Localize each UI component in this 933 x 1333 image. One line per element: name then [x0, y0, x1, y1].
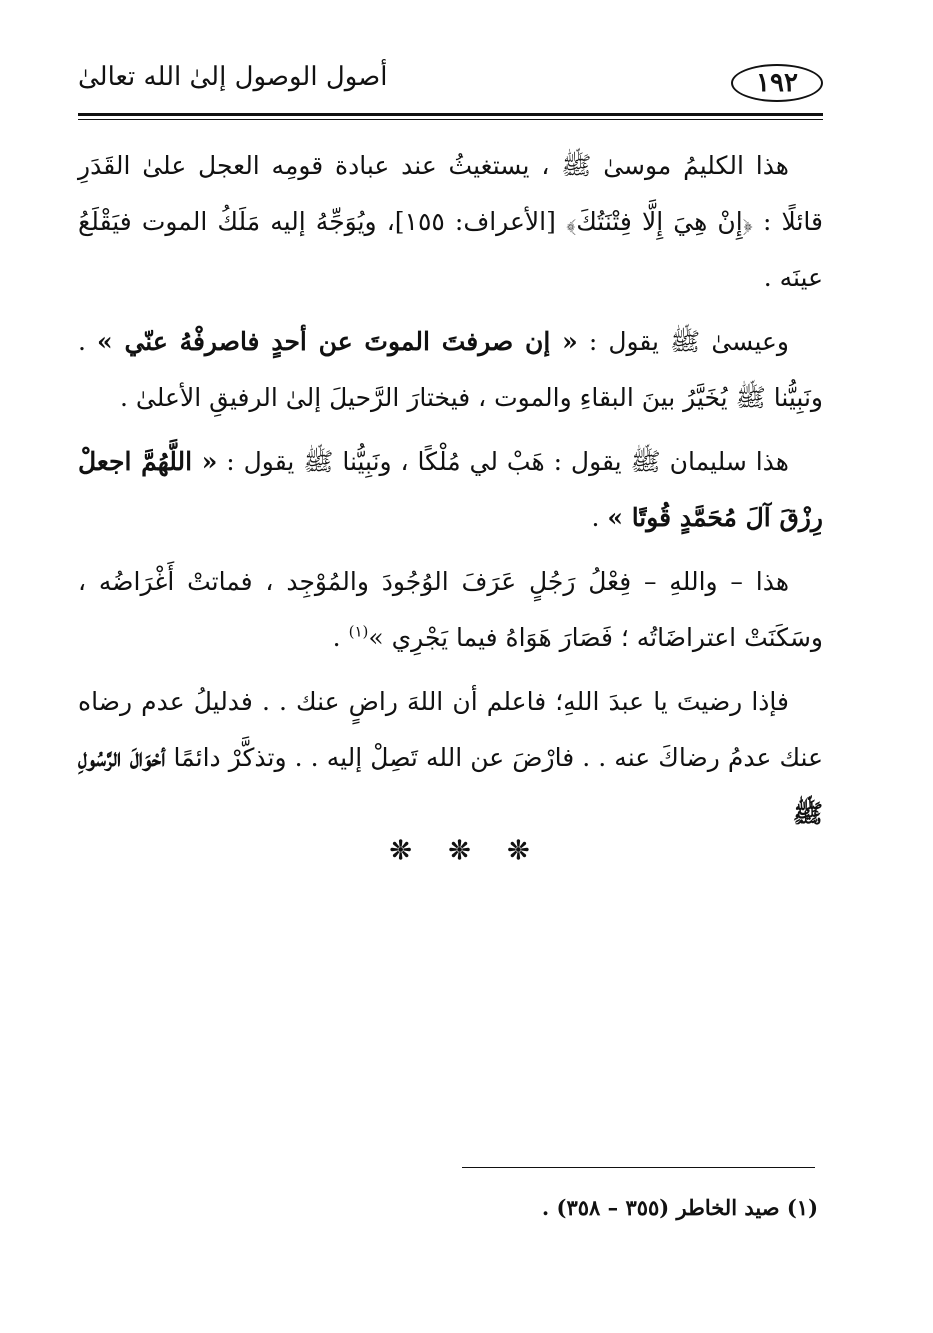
- page-header: [78, 50, 823, 110]
- body-text: [78, 138, 823, 850]
- paragraph-2-lead: وعيسىٰ ﷺ يقول :: [577, 327, 789, 356]
- paragraph-1-text: هذا الكليمُ موسىٰ ﷺ ، يستغيثُ عند عبادة قومِه العجل علىٰ القَدَرِ قائلًا : ﴿إِنْ هِيَ إِلَّا فِتْنَتُكَ﴾ [الأعراف: ١٥٥]، ويُوَجِّهُ إليه مَلَكُ الموت فيَقْلَعُ عينَه .: [78, 151, 823, 292]
- section-separator: ❊ ❊ ❊: [389, 836, 544, 866]
- paragraph-3-quote: « اللَّهُمَّ اجعلْ رِزْقَ آلَ مُحَمَّدٍ قُوتًا »: [78, 447, 823, 532]
- header-rule-thick: [78, 113, 823, 116]
- paragraph-2-rest: . ونَبِيُّنا ﷺ يُخَيَّرُ بينَ البقاءِ والموت ، فيختارَ الرَّحيلَ إلىٰ الرفيقِ الأعلىٰ .: [78, 327, 823, 412]
- page-number: ١٩٢: [756, 68, 798, 98]
- paragraph-1: [78, 138, 823, 306]
- paragraph-2-quote: « إن صرفتَ الموتَ عن أحدٍ فاصرفْهُ عنّي »: [97, 327, 578, 356]
- page-number-badge: [731, 64, 823, 102]
- paragraph-3-lead: هذا سليمان ﷺ يقول : هَبْ لي مُلْكًا ، ونَبِيُّنا ﷺ يقول :: [217, 447, 789, 476]
- paragraph-5: [78, 674, 823, 842]
- header-rule-thin: [78, 119, 823, 120]
- paragraph-2: [78, 314, 823, 426]
- paragraph-4-rest: .: [332, 623, 349, 652]
- paragraph-4-text: هذا – واللهِ – فِعْلُ رَجُلٍ عَرَفَ الوُجُودَ والمُوْجِد ، فماتتْ أَغْرَاضُه ، وسَكَنَتْ اعتراضَاتُه ؛ فَصَارَ هَوَاهُ فيما يَجْرِي »: [78, 567, 823, 652]
- footnote-marker: (١): [348, 622, 369, 641]
- paragraph-3-rest: .: [591, 503, 608, 532]
- paragraph-5-emphasis: أحْوَالَ الرَّسُولِ ﷺ: [78, 743, 823, 828]
- paragraph-4: [78, 554, 823, 666]
- running-title: أصول الوصول إلىٰ الله تعالىٰ: [78, 62, 388, 92]
- footnote: (١) صيد الخاطر (٣٥٥ – ٣٥٨) .: [541, 1195, 818, 1220]
- paragraph-5-text: فإذا رضيتَ يا عبدَ اللهِ؛ فاعلم أن اللهَ راضٍ عنك . . فدليلُ عدم رضاه عنك عدمُ رضاكَ عنه . . فارْضَ عن الله تَصِلْ إليه . . وتذكَّرْ دائمًا: [78, 687, 823, 772]
- footnote-rule: [462, 1167, 815, 1168]
- paragraph-3: [78, 434, 823, 546]
